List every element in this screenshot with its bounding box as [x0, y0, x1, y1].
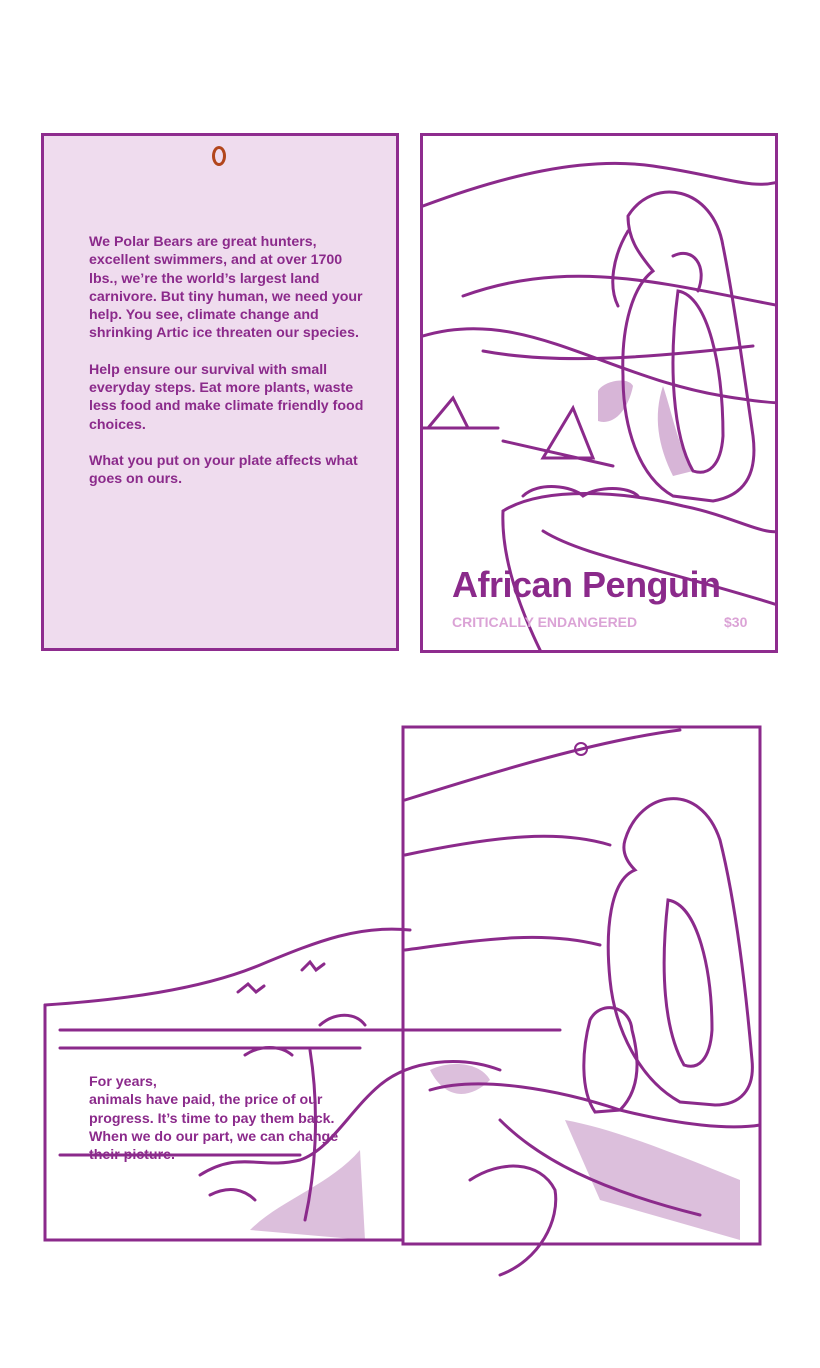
- copy-line-4: When we do our part, we can change: [89, 1128, 339, 1145]
- status-label: CRITICALLY ENDANGERED: [452, 614, 638, 630]
- copy-paragraph-1: We Polar Bears are great hunters, excellent swimmers, and at over 1700 lbs., we’re the world’s largest land carnivore. But tiny human, we need your help. You see, climate change and shrinking Artic ice threaten our species.: [89, 234, 363, 342]
- copy-paragraph-3: What you put on your plate affects what goes on ours.: [89, 452, 358, 488]
- copy-line-1: For years,: [89, 1074, 157, 1090]
- species-title: African Penguin: [452, 564, 721, 605]
- copy-paragraph-2: Help ensure our survival with small everyday steps. Eat more plants, waste less food and make climate friendly food choices.: [89, 361, 364, 433]
- copy-line-2: animals have paid, the price of our: [89, 1092, 323, 1109]
- lower-sketch-copy: [89, 1073, 379, 1164]
- copy-line-3: progress. It’s time to pay them back.: [89, 1110, 335, 1127]
- price-label: $30: [724, 614, 748, 630]
- copy-line-5: their picture.: [89, 1147, 175, 1164]
